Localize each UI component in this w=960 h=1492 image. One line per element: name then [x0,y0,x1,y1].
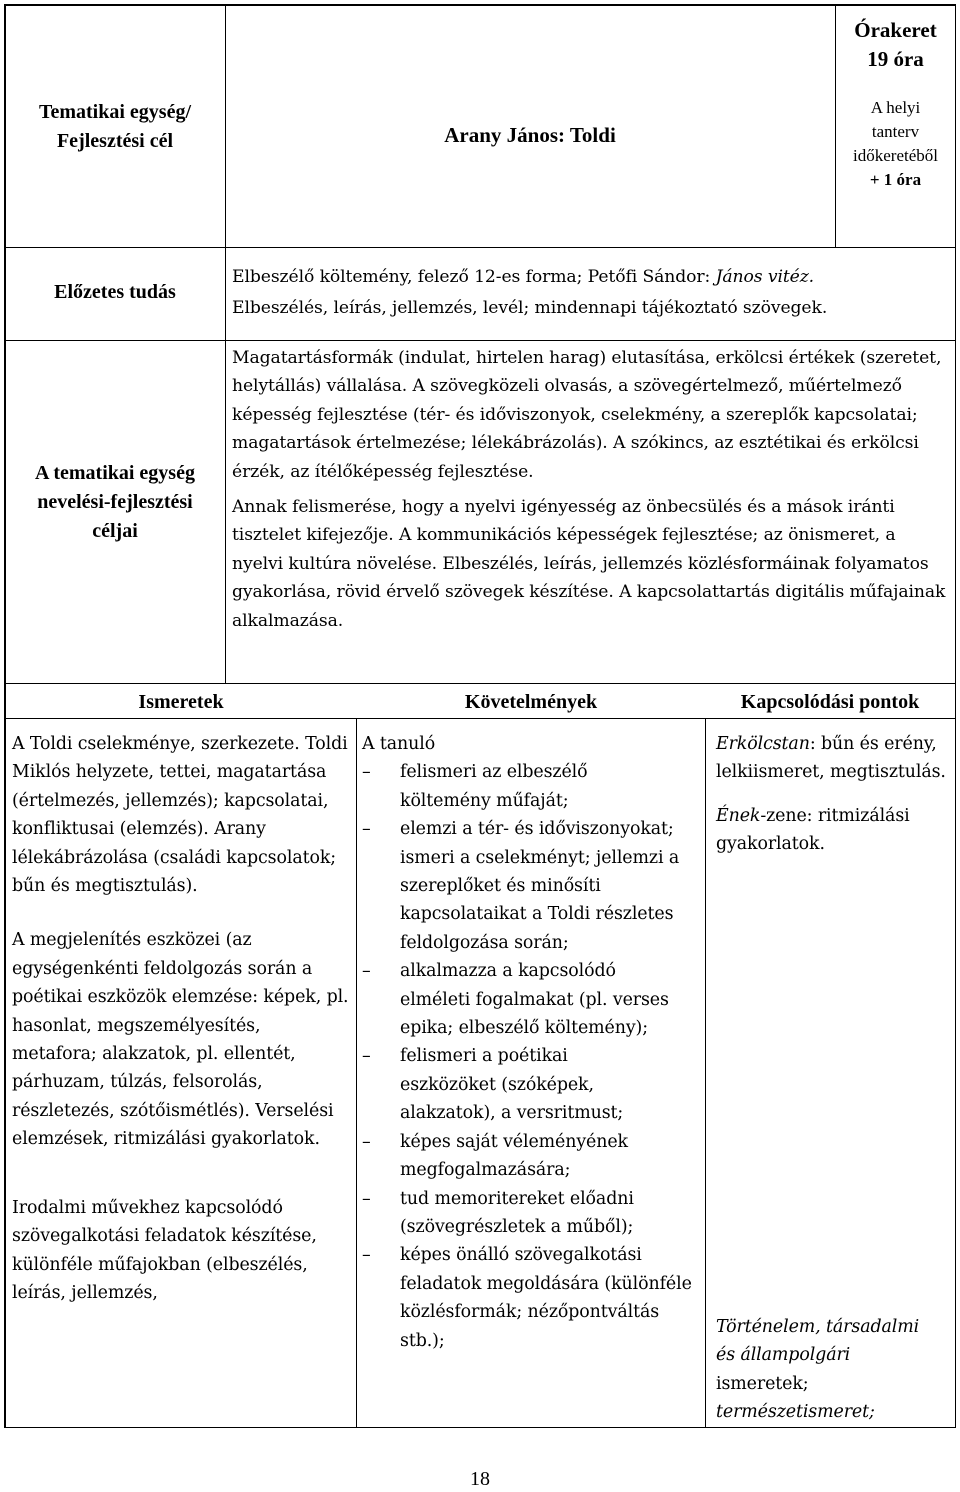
divider-row3 [4,683,956,684]
kovetelmenyek-content [362,730,700,1355]
table-border-bottom [4,1427,956,1429]
divider-col-b [705,718,706,1428]
kapcsolodas-tortenelem: Történelem, társadalmi és állampolgári ismeretek; természetismeret; [716,1317,920,1423]
list-item: – tud memoritereket előadni (szövegrészletek a műből); [362,1185,700,1242]
ismeretek-content [12,730,350,1307]
kapcsolodas-erkolcstan: Erkölcstan: bűn és erény, lelkiismeret, megtisztulás. [716,734,946,783]
divider-col1 [225,4,226,684]
kovetelmenyek-intro: A tanuló [362,734,436,754]
dash-bullet: – [362,1188,371,1209]
elozetes-label: Előzetes tudás [54,281,176,303]
divider-header-right [835,4,836,248]
celjai-paragraph-2: Annak felismerése, hogy a nyelvi igényesség az önbecsülés és a mások iránti tisztelet kifejezője. A kommunikációs képességek fejlesztése; az önismeret, a nyelvi kultúra növelése. Elbeszélés, leírás, jellemzés közlésformáinak folyamatos gyakorlása, rövid érvelő szövegek készítése. A kapcsolattartás digitális műfajainak alkalmazása. [232,497,946,631]
dash-bullet: – [362,819,371,840]
list-item: – felismeri a poétikai eszközöket (szóképek, alakzatok), a versritmust; [362,1042,700,1127]
ismeretek-block-1: A Toldi cselekménye, szerkezete. Toldi Miklós helyzete, tettei, magatartása (értelmezés, jellemzés); kapcsolatai, konfliktusai (elemzés). Arany lélekábrázolása (családi kapcsolatok; bűn és megtisztulás). [12,734,348,897]
column-header-kapcsolodasi: Kapcsolódási pontok [740,691,920,713]
divider-col-a [356,718,357,1428]
kapcsolodas-enek: Ének-zene: ritmizálási gyakorlatok. [716,805,910,855]
ismeretek-block-3: Irodalmi művekhez kapcsolódó szövegalkotási feladatok készítése, különféle műfajokban (elbeszélés, leírás, jellemzés, [12,1197,317,1303]
list-item: – alkalmazza a kapcsolódó elméleti fogalmakat (pl. verses epika; elbeszélő költemény); [362,957,700,1042]
dash-bullet: – [362,1245,371,1266]
divider-row4 [4,718,956,719]
ismeretek-block-2: A megjelenítés eszközei (az egységenkénti feldolgozás során a poétikai eszközök elemzése: képek, pl. hasonlat, megszemélyesítés, metafora; alakzatok, pl. ellentét, párhuzam, túlzás, felsorolás, részletezés, szótőismétlés). Verselési elemzések, ritmizálási gyakorlatok. [12,930,349,1150]
dash-bullet: – [362,1046,371,1067]
table-border-right [955,4,957,1428]
page-title: Arany János: Toldi [444,123,616,147]
dash-bullet: – [362,762,371,783]
elozetes-content: Elbeszélő költemény, felező 12-es forma; Petőfi Sándor: János vitéz. Elbeszélés, leírás, jellemzés, levél; mindennapi tájékoztató szövegek. [232,267,828,318]
list-item: – képes saját véleményének megfogalmazására; [362,1128,700,1185]
celjai-paragraph-1: Magatartásformák (indulat, hirtelen harag) elutasítása, erkölcsi értékek (szeretet, helytállás) vállalása. A szövegközeli olvasás, a szövegértelmező, műértelmező képesség fejlesztése (tér- és időviszonyok, cselekmény, a szereplők kapcsolatai; magatartások értelmezése; lélekábrázolás). A szókincs, az esztétikai és erkölcsi érzék, az ítélőképesség fejlesztése. [232,348,942,482]
divider-row2 [4,340,956,341]
celjai-content [232,344,950,635]
list-item: – képes önálló szövegalkotási feladatok megoldására (különféle közlésformák; nézőpontváltás stb.); [362,1241,700,1355]
helyi-tanterv: A helyi tanterv időkeretéből + 1 óra [853,98,938,189]
dash-bullet: – [362,961,371,982]
table-border-top [4,4,956,6]
page-number: 18 [470,1468,490,1490]
column-header-kovetelmenyek: Követelmények [464,691,598,713]
table-border-left [4,4,6,1428]
column-header-ismeretek: Ismeretek [138,691,224,713]
dash-bullet: – [362,1131,371,1152]
divider-row1 [4,247,956,248]
celjai-label: A tematikai egység nevelési-fejlesztési céljai [35,462,195,542]
kapcsolodasi-content [716,730,952,859]
orakeret: Órakeret 19 óra [854,18,937,71]
tematikai-title: Tematikai egység/ Fejlesztési cél [38,101,192,152]
list-item: – felismeri az elbeszélő költemény műfaját; [362,758,700,815]
list-item: – elemzi a tér- és időviszonyokat; ismeri a cselekményt; jellemzi a szereplőket és minősíti kapcsolataikat a Toldi részletes feldolgozása során; [362,815,700,957]
